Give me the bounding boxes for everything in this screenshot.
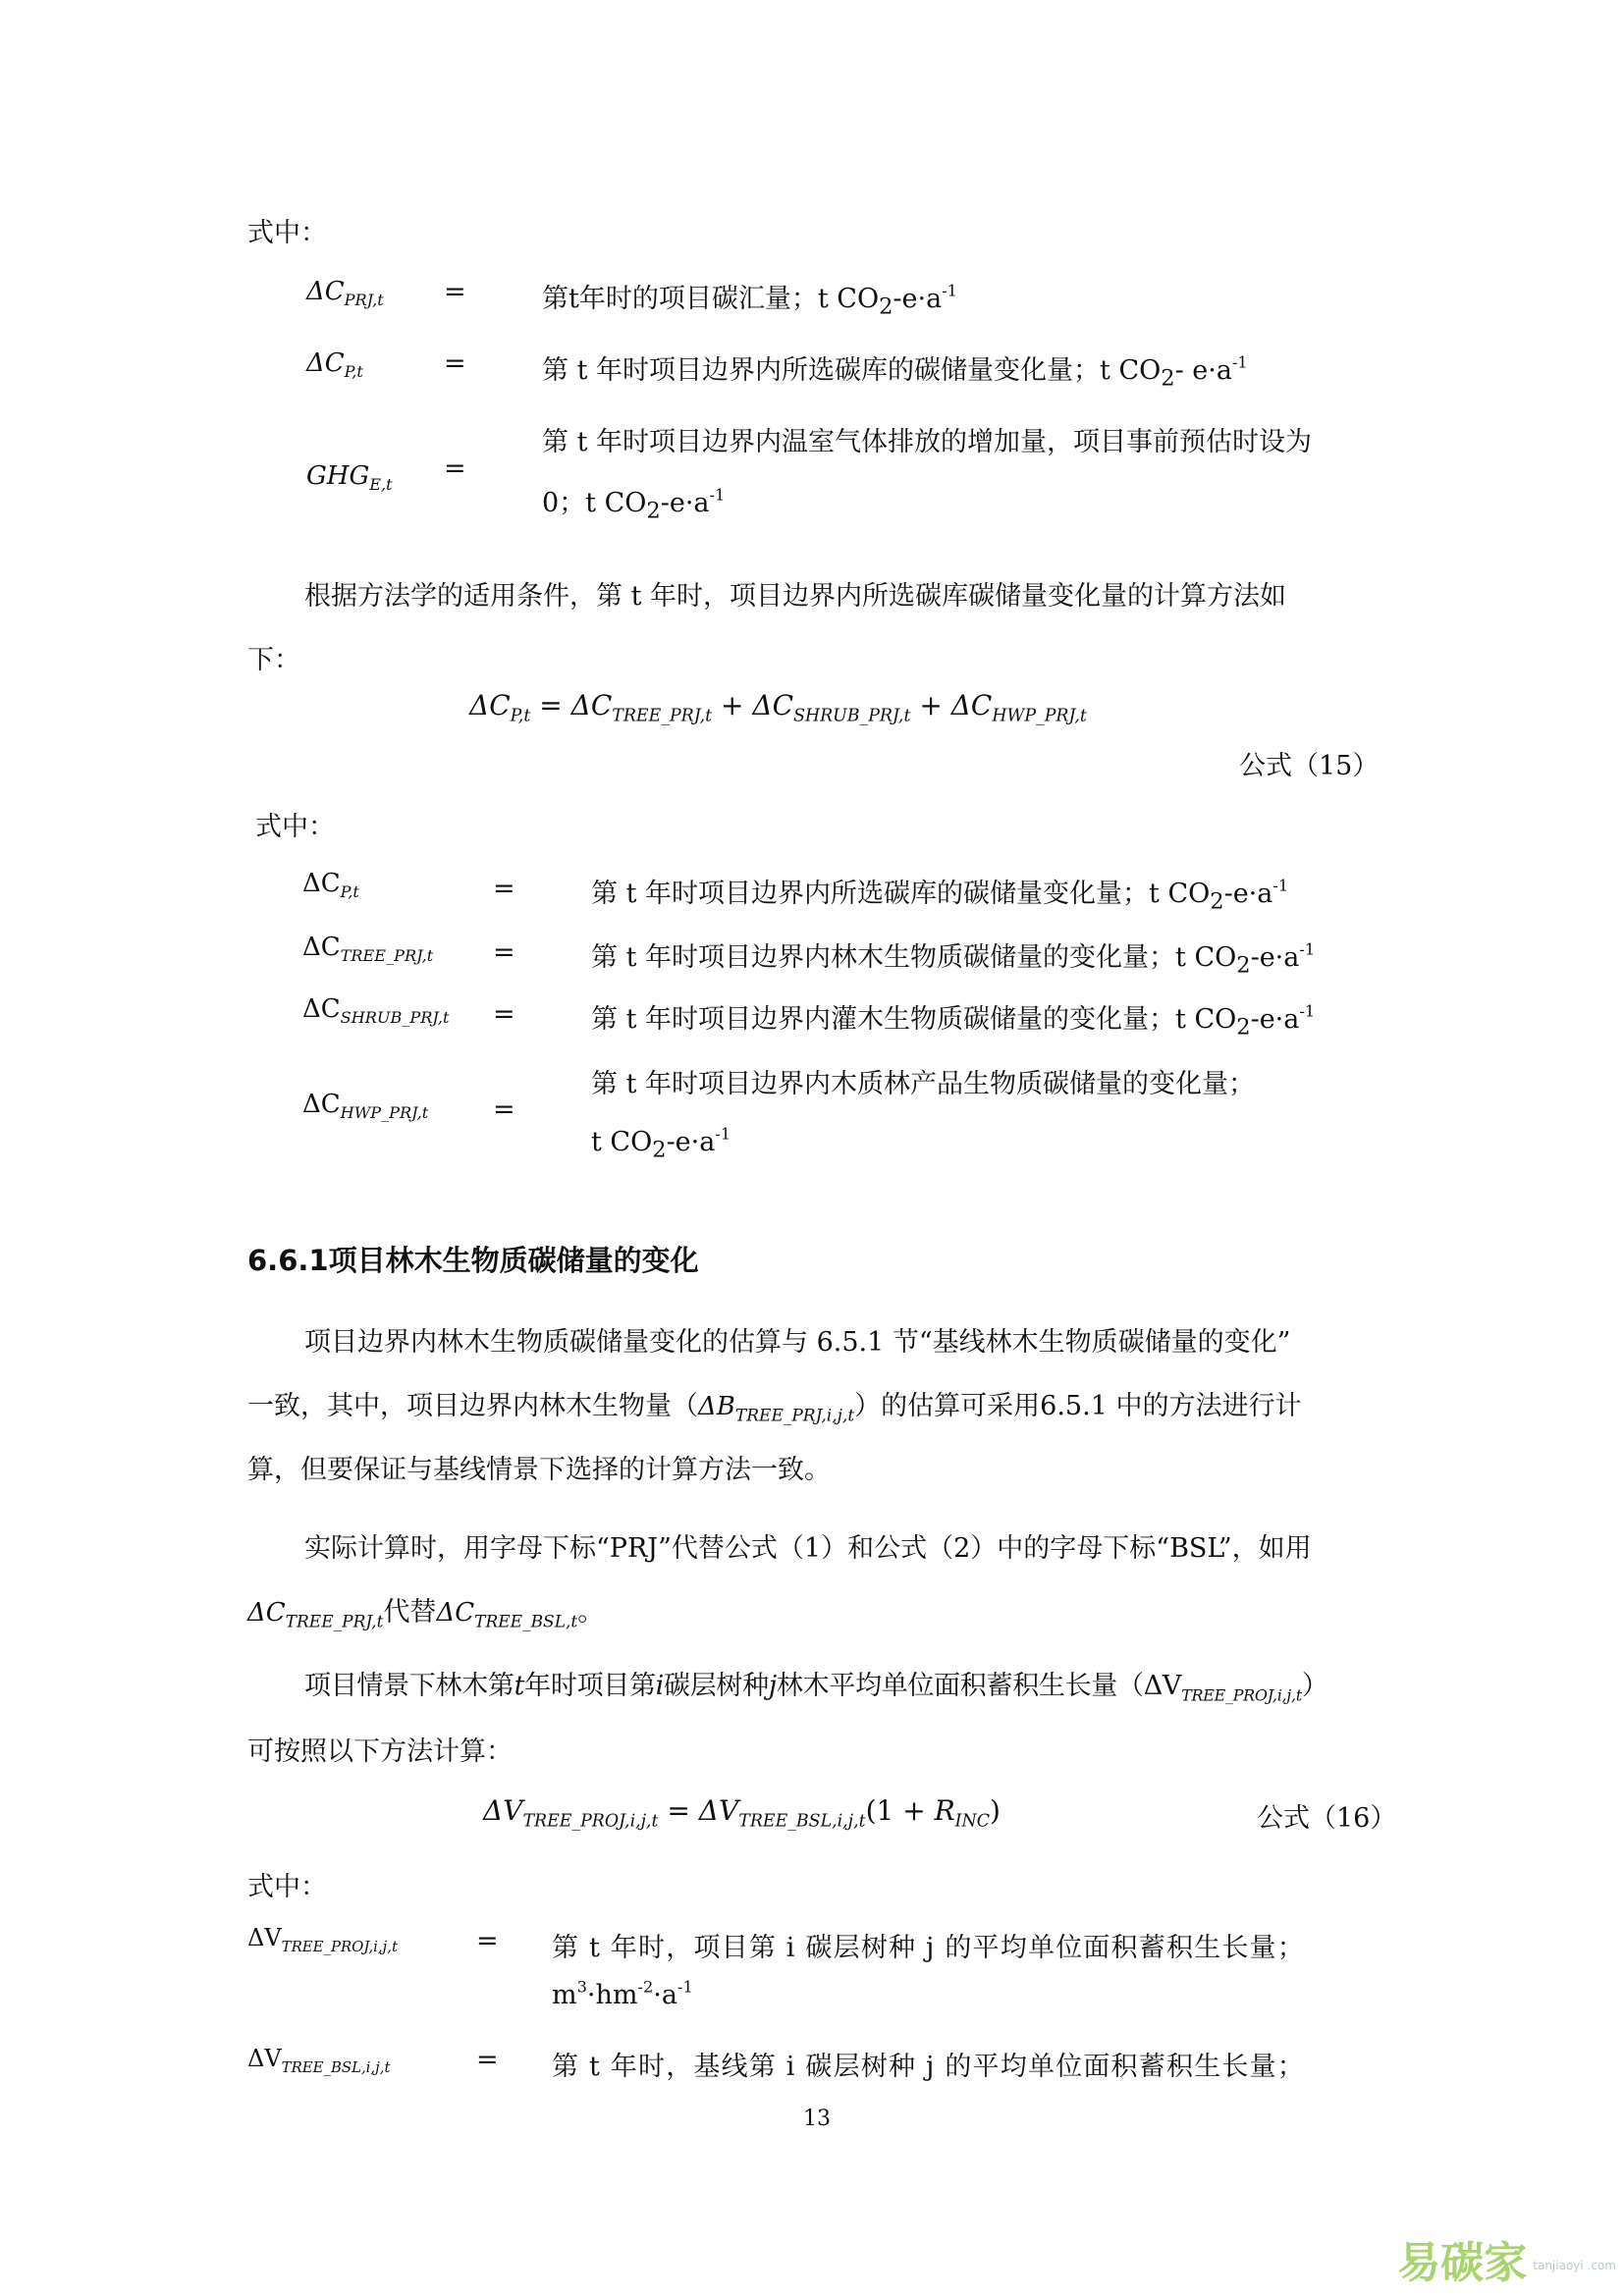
definition-text: 第 t 年时项目边界内木质林产品生物质碳储量的变化量； xyxy=(591,1069,1256,1099)
symbol-delta-c-prj: $\Delta C_{PRJ,t}$ xyxy=(306,277,384,310)
paragraph-line: 下： xyxy=(247,645,300,675)
paragraph-line: 根据方法学的适用条件，第 t 年时，项目边界内所选碳库碳储量变化量的计算方法如 xyxy=(304,581,1287,612)
where-label-2: 式中： xyxy=(255,812,335,842)
equals-sign: = xyxy=(493,999,515,1030)
equals-sign: = xyxy=(493,1095,515,1125)
paragraph-line: 实际计算时，用字母下标“PRJ”代替公式（1）和公式（2）中的字母下标“BSL”，如用 xyxy=(304,1533,1312,1564)
equals-sign: = xyxy=(493,937,515,968)
definition-text: 第t年时的项目碳汇量；t $CO_2-e\cdot a^{-1}$ xyxy=(542,281,957,320)
formula-16-label: 公式（16） xyxy=(1257,1803,1397,1834)
definition-text: 第 t 年时项目边界内所选碳库的碳储量变化量；t $CO_2-e\cdot a^{-1}$ xyxy=(591,876,1289,915)
paragraph-line: 项目情景下林木第t年时项目第i碳层树种j林木平均单位面积蓄积生长量$(\Delta V_{TREE\_PROJ,i,j,t})$ xyxy=(304,1671,1328,1705)
equals-sign: = xyxy=(476,1926,499,1956)
symbol-delta-c-p: $\Delta C_{P,t}$ xyxy=(302,869,359,902)
formula-15: $\Delta C_{P,t} = \Delta C_{TREE\_PRJ,t} + \Delta C_{SHRUB\_PRJ,t} + \Delta C_{HWP\_PRJ,t}$ xyxy=(469,689,1087,726)
definition-text: 第 t 年时项目边界内所选碳库的碳储量变化量；t $CO_2-$ $e\cdot a^{-1}$ xyxy=(542,352,1248,392)
equals-sign: = xyxy=(476,2045,499,2075)
definition-text: 第 t 年时，基线第 i 碳层树种 j 的平均单位面积蓄积生长量； xyxy=(552,2052,1305,2082)
watermark-logo: 易碳家 tanjiaoyi .com xyxy=(1397,2238,1616,2288)
paragraph-line: 可按照以下方法计算： xyxy=(247,1736,513,1767)
definition-text: 第 t 年时项目边界内灌木生物质碳储量的变化量；t $CO_2-e\cdot a^{-1}$ xyxy=(591,1001,1316,1041)
section-heading: 6.6.1项目林木生物质碳储量的变化 xyxy=(247,1244,699,1277)
symbol-delta-v-tree-proj: $\Delta V_{TREE\_PROJ,i,j,t}$ xyxy=(247,1924,398,1955)
symbol-ghg: $GHG_{E,t}$ xyxy=(306,461,393,495)
definition-text: 第 t 年时项目边界内林木生物质碳储量的变化量；t $CO_2-e\cdot a^{-1}$ xyxy=(591,939,1316,979)
equals-sign: = xyxy=(493,874,515,904)
definition-text-cont: t $CO_2-e\cdot a^{-1}$ xyxy=(591,1124,731,1163)
symbol-delta-c-tree-prj: $\Delta C_{TREE\_PRJ,t}$ xyxy=(302,933,434,966)
where-label-3: 式中： xyxy=(247,1872,327,1902)
symbol-delta-v-tree-bsl: $\Delta V_{TREE\_BSL,i,j,t}$ xyxy=(247,2045,391,2076)
paragraph-line: 一致，其中，项目边界内林木生物量$(\Delta B_{TREE\_PRJ,i,j,t})$的估算可采用6.5.1 中的方法进行计 xyxy=(247,1391,1302,1426)
symbol-delta-c-p: $\Delta C_{P,t}$ xyxy=(306,348,363,382)
definition-text-cont: $m^3\cdot hm^{-2}\cdot a^{-1}$ xyxy=(552,1977,693,2010)
definition-text: 第 t 年时，项目第 i 碳层树种 j 的平均单位面积蓄积生长量； xyxy=(552,1933,1305,1963)
page-number: 13 xyxy=(803,2107,831,2131)
equals-sign: = xyxy=(444,454,466,484)
paragraph-line: 算，但要保证与基线情景下选择的计算方法一致。 xyxy=(247,1455,831,1485)
symbol-delta-c-hwp-prj: $\Delta C_{HWP\_PRJ,t}$ xyxy=(302,1090,429,1123)
formula-16: $\Delta V_{TREE\_PROJ,i,j,t} = \Delta V_{TREE\_BSL,i,j,t}(1 + R_{INC})$ xyxy=(483,1794,1001,1832)
equals-sign: = xyxy=(444,277,466,307)
paragraph-line: $\Delta C_{TREE\_PRJ,t}$代替$\Delta C_{TREE\_BSL,t}$。 xyxy=(247,1597,605,1632)
equals-sign: = xyxy=(444,348,466,379)
symbol-delta-c-shrub-prj: $\Delta C_{SHRUB\_PRJ,t}$ xyxy=(302,994,450,1028)
paragraph-line: 项目边界内林木生物质碳储量变化的估算与 6.5.1 节“基线林木生物质碳储量的变化” xyxy=(304,1327,1291,1358)
definition-text-cont: 0；t $CO_2-e\cdot a^{-1}$ xyxy=(542,485,726,524)
where-label-1: 式中： xyxy=(247,218,327,248)
definition-text: 第 t 年时项目边界内温室气体排放的增加量，项目事前预估时设为 xyxy=(542,427,1313,457)
formula-15-label: 公式（15） xyxy=(1239,751,1380,781)
